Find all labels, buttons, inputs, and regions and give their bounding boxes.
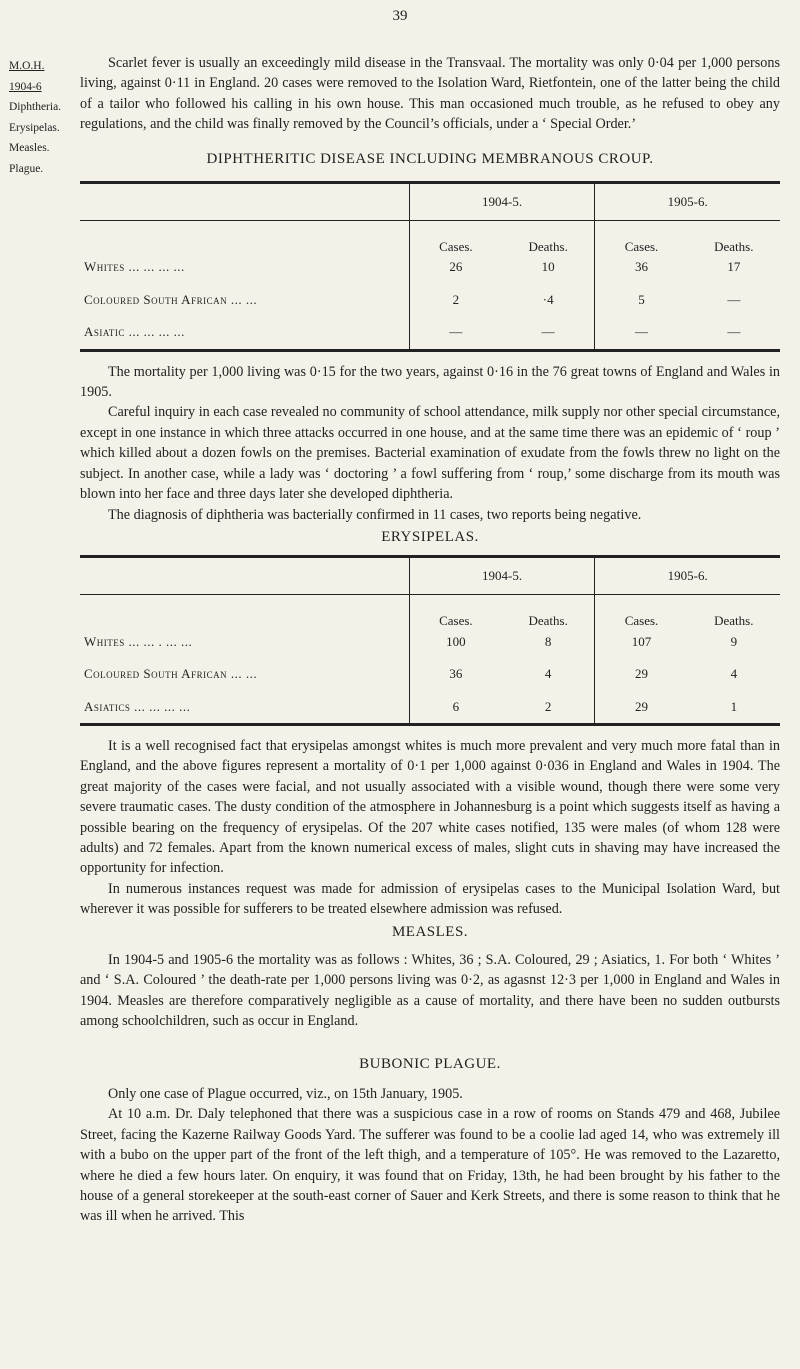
cell-value: 8 [502,632,595,652]
cell-value: 2 [452,291,460,307]
cell-value: 36 [449,666,463,682]
year-header: 1905-6. [595,557,780,595]
column-header-cases: Cases. [439,239,473,255]
margin-note-header: M.O.H. 1904-6 [9,60,45,93]
body-paragraph: Careful inquiry in each case revealed no community of school attendance, milk supply nor other special circumstance, except in one instance in which three attacks occurred in one house, and at the same time there was an epidemic of ‘ roup ’ which killed about a dozen fowls on the premises. Bacterial examination of exudate from the fowls threw no light on the subject. In another case, while a lady was ‘ doctoring ’ a fowl suffering from ‘ roup,’ some discharge from its mouth was blown into her face and three days later she developed diphtheria. [80,404,780,503]
table-row [80,278,780,310]
column-header-cases: Cases. [439,613,473,629]
page-number: 39 [392,8,408,24]
body-paragraph: In numerous instances request was made for admission of erysipelas cases to the Municipal Isolation Ward, but wherever it was possible for sufferers to be treated elsewhere admission was refused. [80,880,780,918]
row-label: Asiatic [84,324,125,340]
cell-value: 17 [727,259,741,275]
table-row [80,632,780,652]
body-paragraph: Only one case of Plague occurred, viz., on 15th January, 1905. [108,1086,463,1103]
diphtheria-table [80,181,780,352]
cell-value: 9 [730,633,738,649]
body-paragraph: It is a well recognised fact that erysipelas amongst whites is much more prevalent and very much more fatal than in England, and the above figures represent a mortality of 0·1 per 1,000 against 0·036 in England and Wales in 1904. The great majority of the cases were facial, and not usually associated with a visible wound, though there were some very severe traumatic cases. The dusty condition of the atmosphere in Johannesburg is a point which suggests itself as having a possible bearing on the frequency of erysipelas. Of the 207 white cases notified, 135 were males (of whom 128 were adults) and 72 females. Apart from the known numerical excess of males, slight cuts in shaving may have increased the opportunity for infection. [80,737,780,877]
page-content [80,53,780,1227]
column-header-deaths: Deaths. [502,595,595,632]
cell-value: ·4 [502,278,595,310]
cell-value: — [727,291,741,307]
table-row [80,595,780,632]
margin-notes [9,56,67,179]
leader-dots: ... ... ... ... [128,324,185,340]
cell-value: 107 [631,633,652,649]
cell-value: 4 [502,652,595,684]
table-row [80,221,780,258]
cell-value: 29 [634,666,648,682]
row-label: Coloured South African [84,666,228,682]
diphtheria-heading: DIPHTHERITIC DISEASE INCLUDING MEMBRANOUS CROUP. [206,150,654,167]
table-row [80,310,780,350]
table-row [80,652,780,684]
leader-dots: ... ... . ... ... [128,633,193,649]
row-label: Asiatics [84,698,131,714]
row-label: Whites [84,633,125,649]
table-row [80,257,780,277]
row-label: Whites [84,259,125,275]
cell-value: 29 [595,685,688,725]
margin-note-erysipelas: Erysipelas. [9,121,60,134]
cell-value: 4 [730,666,738,682]
body-paragraph: At 10 a.m. Dr. Daly telephoned that there was a suspicious case in a row of rooms on Stands 479 and 468, Jubilee Street, facing the Kazerne Railway Goods Yard. The sufferer was found to be a coolie lad aged 14, who was extremely ill with a bubo on the upper part of the front of the left thigh, and a temperature of 105°. He was removed to the Lazaretto, where he died a few hours later. On enquiry, it was found that on Friday, 13th, he had been brought by his father to the house of a general storekeeper at the south-east corner of Sauer and Kerk Streets, and there is some reason to think that he was ill when he arrived. This [80,1106,780,1225]
column-header-cases: Cases. [624,613,659,629]
leader-dots: ... ... [230,291,258,307]
body-paragraph: In 1904-5 and 1905-6 the mortality was as follows : Whites, 36 ; S.A. Coloured, 29 ; Asiatics, 1. For both ‘ Whites ’ and ‘ S.A. Coloured ’ the death-rate per 1,000 persons living was 0·2, as agasnst 12·3 per 1,000 in England and Wales in 1904. Measles are therefore comparatively negligible as a cause of mortality, and there have been no sudden outbursts among schoolchildren, such as occur in England. [80,952,780,1030]
margin-note-plague: Plague. [9,162,44,175]
table-corner [80,183,409,221]
cell-value: — [688,310,780,350]
cell-value: 36 [634,259,648,275]
cell-value: — [502,310,595,350]
scarlet-fever-paragraph: Scarlet fever is usually an exceedingly mild disease in the Transvaal. The mortality was only 0·04 per 1,000 persons living, against 0·11 in England. 20 cases were removed to the Isolation Ward, Rietfontein, one of the latter being the child of a tailor who followed his calling in his own house. This man occasioned much trouble, as he refused to obey any regulations, and the child was finally removed by the Council’s officials, under a ‘ Special Order.’ [80,55,780,133]
column-header-deaths: Deaths. [502,221,595,258]
year-header: 1904-5. [409,557,595,595]
year-header: 1905-6. [595,183,780,221]
margin-note-measles: Measles. [9,142,50,154]
cell-value: 5 [638,291,645,307]
leader-dots: ... ... ... ... [134,698,191,714]
body-paragraph: The mortality per 1,000 living was 0·15 for the two years, against 0·16 in the 76 great towns of England and Wales in 1905. [80,363,780,401]
column-header-deaths: Deaths. [714,239,754,255]
plague-heading: BUBONIC PLAGUE. [359,1055,501,1072]
cell-value: 10 [502,257,595,277]
column-header-cases: Cases. [624,239,659,255]
cell-value: 1 [688,685,780,725]
cell-value: — [595,310,688,350]
cell-value: — [409,310,502,350]
measles-heading: MEASLES. [391,923,469,940]
year-header: 1904-5. [409,183,595,221]
margin-note-diphtheria: Diphtheria. [9,101,62,113]
leader-dots: ... ... [230,666,258,682]
cell-value: 100 [446,633,466,649]
cell-value: 2 [502,685,595,725]
body-paragraph: The diagnosis of diphtheria was bacterially confirmed in 11 cases, two reports being negative. [108,506,642,523]
erysipelas-heading: ERYSIPELAS. [381,528,479,545]
table-row [80,685,780,725]
leader-dots: ... ... ... ... [128,259,185,275]
cell-value: 26 [449,259,463,275]
column-header-deaths: Deaths. [714,613,754,629]
erysipelas-table [80,555,780,726]
row-label: Coloured South African [84,291,228,307]
cell-value: 6 [409,685,502,725]
table-corner [80,557,409,595]
